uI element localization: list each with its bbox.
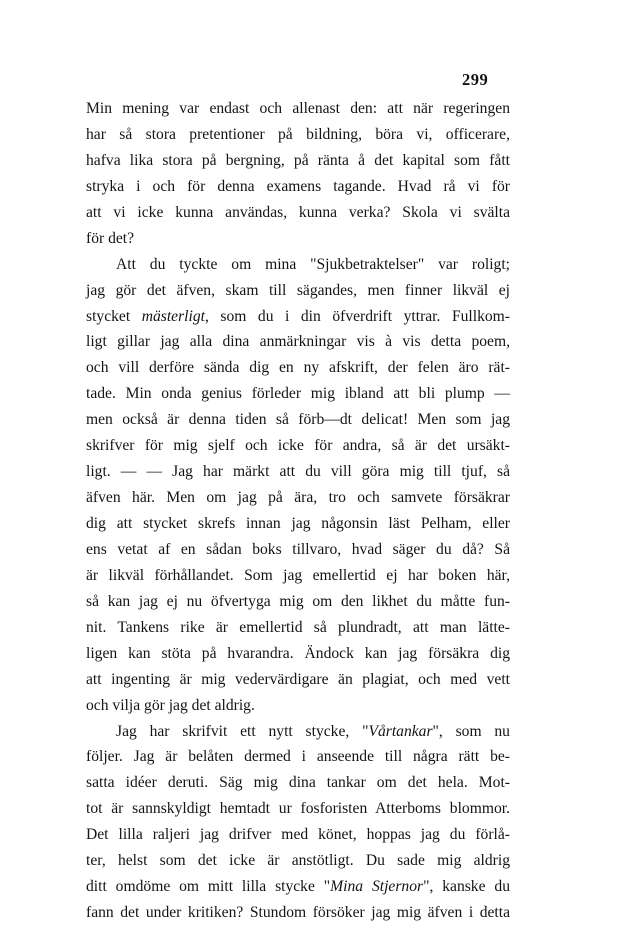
text-line: att ingenting är mig vedervärdigare än plagiat, och med vett	[86, 670, 510, 688]
text-line: och vilja gör jag det aldrig.	[86, 696, 255, 714]
page-number: 299	[462, 70, 489, 89]
text-line: skrifver för mig sjelf och icke för andra, så är det ursäkt-	[86, 437, 510, 455]
text-line: ditt omdöme om mitt lilla stycke "Mina Stjernor", kanske du	[86, 878, 510, 896]
text-line: Att du tyckte om mina "Sjukbetraktelser" var roligt;	[116, 255, 510, 273]
text-line: Det lilla raljeri jag drifver med könet, hoppas jag du förlå-	[86, 826, 510, 844]
text-line: stycket mästerligt, som du i din öfverdrift yttrar. Fullkom-	[86, 307, 510, 325]
text-line: tot är sannskyldigt hemtadt ur fosforisten Atterboms blommor.	[86, 800, 510, 818]
text-line: har så stora pretentioner på bildning, böra vi, officerare,	[86, 125, 510, 143]
text-line: äfven här. Men om jag på ära, tro och samvete försäkrar	[86, 489, 510, 507]
body-text	[86, 96, 510, 926]
text-line: och vill derföre sända dig en ny afskrift, der felen äro rät-	[86, 359, 510, 377]
text-line: tade. Min onda genius förleder mig ibland att bli plump —	[86, 385, 510, 403]
text-line: fann det under kritiken? Stundom försöker jag mig äfven i detta	[86, 904, 510, 922]
text-line: är likväl förhållandet. Som jag emellertid ej har boken här,	[86, 566, 510, 584]
text-line: stryka i och för denna examens tagande. Hvad rå vi för	[86, 177, 510, 195]
text-line: att vi icke kunna användas, kunna verka? Skola vi svälta	[86, 203, 510, 221]
text-line: satta idéer deruti. Säg mig dina tankar om det hela. Mot-	[86, 774, 510, 792]
text-line: Min mening var endast och allenast den: att när regeringen	[86, 100, 510, 117]
text-line: ens vetat af en sådan boks tillvaro, hvad säger du då? Så	[86, 540, 510, 558]
text-line: ligen kan stöta på hvarandra. Ändock kan jag försäkra dig	[86, 644, 510, 662]
text-line: nit. Tankens rike är emellertid så plundradt, att man lätte-	[86, 618, 510, 636]
text-line: följer. Jag är belåten dermed i anseende till några rätt be-	[86, 748, 510, 766]
text-line: men också är denna tiden så förb—dt delicat! Men som jag	[86, 411, 510, 429]
text-line: så kan jag ej nu öfvertyga mig om den likhet du måtte fun-	[86, 592, 510, 610]
text-line: Jag har skrifvit ett nytt stycke, "Vårtankar", som nu	[116, 722, 510, 740]
text-line: ligt. — — Jag har märkt att du vill göra mig till tjuf, så	[86, 463, 510, 481]
text-line: för det?	[86, 229, 135, 247]
text-line: ter, helst som det icke är anstötligt. Du sade mig aldrig	[86, 852, 510, 870]
text-line: jag gör det äfven, skam till sägandes, men finner likväl ej	[86, 281, 510, 299]
text-line: hafva lika stora på bergning, på ränta å det kapital som fått	[86, 151, 510, 169]
text-line: dig att stycket skrefs innan jag någonsin läst Pelham, eller	[86, 515, 510, 532]
text-line: ligt gillar jag alla dina anmärkningar vis à vis detta poem,	[86, 333, 510, 351]
